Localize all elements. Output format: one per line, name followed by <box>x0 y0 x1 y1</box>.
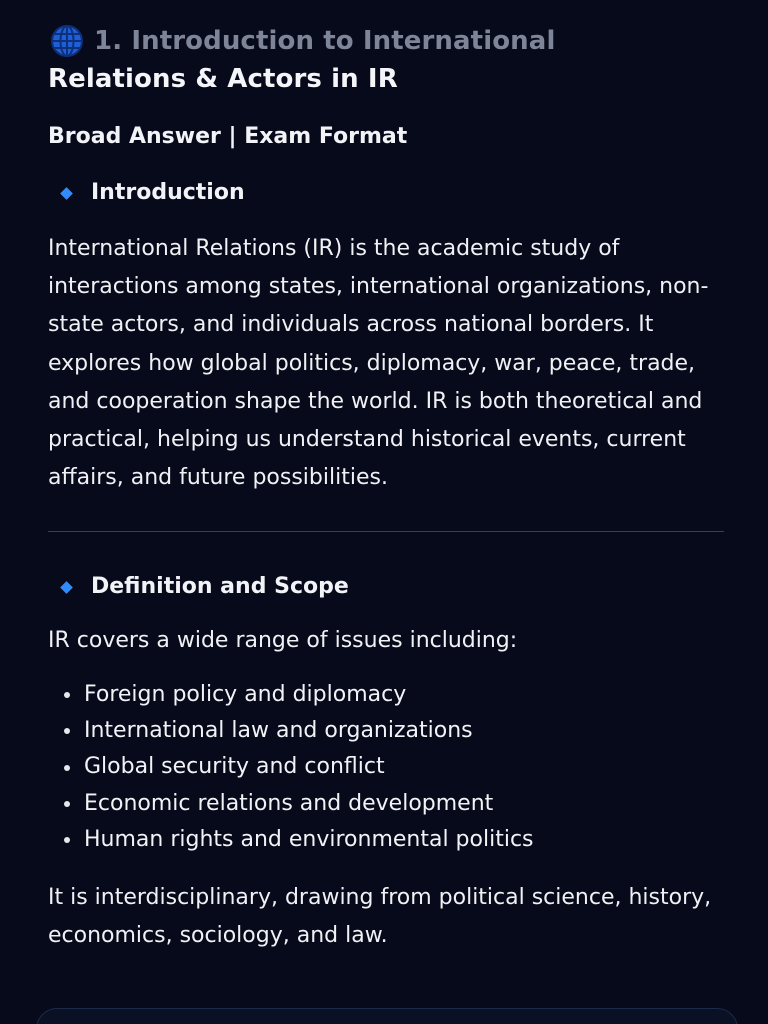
definition-closing: It is interdisciplinary, drawing from political science, history, economics, sociology, and law. <box>48 884 712 948</box>
title-line-1 <box>48 22 728 60</box>
title-line-2: Relations & Actors in IR <box>48 64 398 94</box>
title-line-1-text: 1. Introduction to International <box>94 26 556 56</box>
bullet-dot-icon <box>64 837 70 843</box>
page-title <box>48 22 728 98</box>
list-item-text: Economic relations and development <box>84 790 494 816</box>
section-divider <box>48 531 724 532</box>
globe-icon <box>48 22 86 60</box>
section-heading-introduction <box>48 178 728 208</box>
bullet-dot-icon <box>64 765 70 771</box>
section-heading-text: Definition and Scope <box>91 574 349 600</box>
bullet-dot-icon <box>64 801 70 807</box>
introduction-paragraph: International Relations (IR) is the academic study of interactions among states, international organizations, non-state actors, and individuals across national borders. It explores how global politics, diplomacy, war, peace, trade, and cooperation shape the world. IR is both theoretical and practical, helping us understand historical events, current affairs, and future possibilities. <box>48 236 709 491</box>
document-content <box>48 22 728 955</box>
bullet-dot-icon <box>64 692 70 698</box>
list-item <box>48 749 728 785</box>
list-item <box>48 786 728 822</box>
section-heading-text: Introduction <box>91 180 245 205</box>
list-item <box>48 822 728 858</box>
scope-list <box>48 677 728 859</box>
diamond-bullet-icon <box>60 187 73 200</box>
page-subtitle: Broad Answer | Exam Format <box>48 124 408 149</box>
definition-intro: IR covers a wide range of issues including: <box>48 628 518 654</box>
list-item <box>48 713 728 749</box>
section-heading-definition <box>48 572 728 602</box>
message-input-bar[interactable] <box>36 1008 738 1024</box>
list-item-text: Global security and conflict <box>84 754 385 780</box>
list-item-text: International law and organizations <box>84 718 473 744</box>
bullet-dot-icon <box>64 728 70 734</box>
diamond-bullet-icon <box>60 581 73 594</box>
list-item <box>48 677 728 713</box>
list-item-text: Foreign policy and diplomacy <box>84 681 407 707</box>
list-item-text: Human rights and environmental politics <box>84 827 534 853</box>
